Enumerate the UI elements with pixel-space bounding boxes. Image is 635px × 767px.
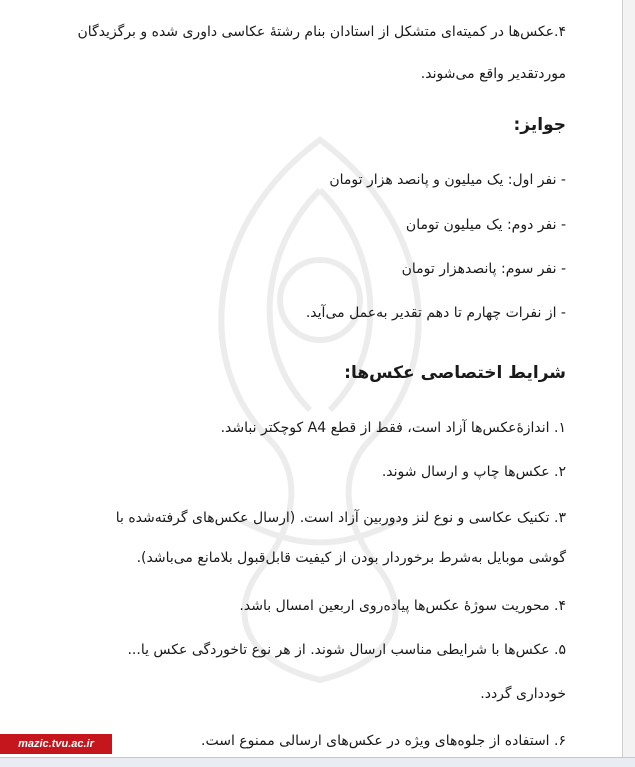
prize-item-second: - نفر دوم: یک میلیون تومان <box>405 217 566 233</box>
condition-4: ۴. محوریت سوژهٔ عکس‌ها پیاده‌روی اربعین امسال باشد. <box>239 598 566 614</box>
prize-item-third: - نفر سوم: پانصدهزار تومان <box>401 261 566 277</box>
horizontal-scrollbar[interactable] <box>0 757 635 767</box>
condition-5-line-1: ۵. عکس‌ها با شرایطی مناسب ارسال شوند. از هر نوع تاخوردگی عکس یا... <box>127 642 566 658</box>
condition-6: ۶. استفاده از جلوه‌های ویژه در عکس‌های ارسالی ممنوع است. <box>201 733 566 749</box>
condition-3-line-2: گوشی موبایل به‌شرط برخوردار بودن از کیفیت قابل‌قبول بلامانع می‌باشد). <box>136 550 566 566</box>
condition-2: ۲. عکس‌ها چاپ و ارسال شوند. <box>381 464 566 480</box>
prize-item-first: - نفر اول: یک میلیون و پانصد هزار تومان <box>329 172 566 188</box>
conditions-heading: شرایط اختصاصی عکس‌ها: <box>344 363 566 383</box>
condition-1: ۱. اندازهٔ‌عکس‌ها آزاد است، فقط از قطع A4 کوچکتر نباشد. <box>220 420 566 436</box>
vertical-scrollbar[interactable] <box>622 0 635 767</box>
prizes-heading: جوایز: <box>513 115 566 135</box>
site-logo-badge[interactable]: mazic.tvu.ac.ir <box>0 734 112 754</box>
condition-5-line-2: خودداری گردد. <box>480 686 566 702</box>
condition-3-line-1: ۳. تکنیک عکاسی و نوع لنز ودوربین آزاد است. (ارسال عکس‌های گرفته‌شده با <box>115 510 566 526</box>
paragraph-4-line-2: موردتقدیر واقع می‌شوند. <box>420 66 566 82</box>
prize-item-rest: - از نفرات چهارم تا دهم تقدیر به‌عمل می‌آید. <box>305 305 566 321</box>
paragraph-4-line-1: ۴.عکس‌ها در کمیته‌ای متشکل از استادان بنام رشتهٔ عکاسی داوری شده و برگزیدگان <box>77 24 566 40</box>
